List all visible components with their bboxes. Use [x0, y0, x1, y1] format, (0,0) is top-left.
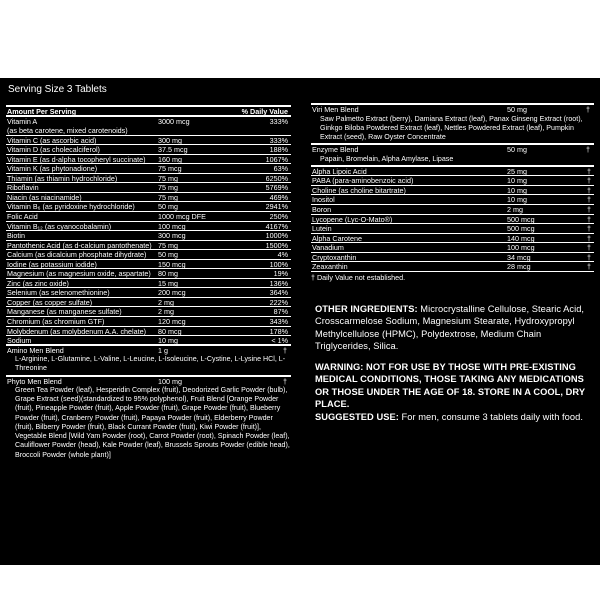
nutrient-row: [6, 164, 291, 174]
nutrient-name: Choline (as choline bitartrate): [312, 185, 406, 195]
suggested-use-label: SUGGESTED USE:: [315, 412, 399, 422]
nutrient-amount: 300 mg: [158, 135, 182, 145]
nutrient-name: Biotin: [7, 231, 25, 241]
nutrient-amount: 25 mg: [507, 166, 527, 176]
nutrient-name: Vanadium: [312, 243, 344, 253]
nutrient-name: Vitamin A: [7, 116, 38, 126]
nutrient-dv: 1000%: [265, 231, 288, 241]
phyto-blend-name: Phyto Men Blend: [7, 376, 62, 386]
nutrient-row: [311, 262, 594, 272]
phyto-blend-desc: Green Tea Powder (leaf), Hesperidin Complex (fruit), Deodorized Garlic Powder (bulb), Grape Extract (seed)(standardized to 95% polyphenol), Fruit Blend [Orange Powder (fruit), Pineapple Powder (fruit), Apple Powder (fruit), Grape Powder (fruit), Blueberry Powder (fruit), Cranberry Powder (fruit), Papaya Powder (fruit), Elderberry Powder (fruit), Bilberry Powder (fruit), Black Currant Powder (fruit), Kiwi Powder (fruit)], Vegetable Blend [Wild Yam Powder (root), Carrot Powder (root), Spinach Powder (leaf), Cauliflower Powder (head), Kale Powder (leaf), Brussels Sprouts Powder (edible head), Broccoli Powder (whole plant)]: [15, 386, 290, 459]
nutrient-name: Zinc (as zinc oxide): [7, 278, 69, 288]
nutrient-row: [6, 260, 291, 270]
nutrient-dv: †: [587, 205, 591, 214]
nutrient-dv: 343%: [269, 317, 288, 327]
nutrient-name: Iodine (as potassium iodide): [7, 259, 97, 269]
table-header: [6, 107, 291, 117]
nutrient-dv: 250%: [269, 212, 288, 222]
nutrient-amount: 10 mg: [507, 185, 527, 195]
nutrient-amount: 75 mcg: [158, 164, 182, 174]
nutrient-amount: 80 mg: [158, 269, 178, 279]
nutrient-amount: 2 mg: [158, 307, 174, 317]
nutrient-name: Vitamin B₆ (as pyridoxine hydrochloride): [7, 202, 135, 212]
nutrient-dv: †: [587, 252, 591, 262]
nutrient-row: [311, 167, 594, 177]
nutrient-row: [311, 243, 594, 253]
nutrient-dv: †: [587, 176, 591, 186]
nutrient-amount: 500 mcg: [507, 214, 535, 224]
nutrient-amount: 37.5 mcg: [158, 145, 188, 155]
nutrient-dv: †: [587, 233, 591, 243]
nutrient-amount: 150 mcg: [158, 259, 186, 269]
amount-header: Amount Per Serving: [7, 107, 77, 116]
nutrient-name: Alpha Carotene: [312, 233, 362, 243]
enzyme-blend-amount: 50 mg: [507, 145, 527, 155]
nutrient-dv: 333%: [269, 116, 288, 126]
nutrient-amount: 100 mcg: [507, 243, 535, 253]
nutrient-name: Vitamin B₁₂ (as cyanocobalamin): [7, 221, 112, 231]
nutrient-row: [311, 234, 594, 244]
virimen-blend-amount: 50 mg: [507, 105, 527, 114]
nutrient-amount: 28 mcg: [507, 262, 531, 272]
nutrient-amount: 140 mcg: [507, 233, 535, 243]
nutrient-name: Pantothenic Acid (as d-calcium pantothenate): [7, 240, 152, 250]
nutrient-amount: 160 mg: [158, 154, 182, 164]
nutrient-name: Magnesium (as magnesium oxide, aspartate): [7, 269, 151, 279]
nutrient-row: [6, 193, 291, 203]
nutrient-dv: < 1%: [271, 336, 288, 346]
virimen-blend-dagger: †: [586, 105, 590, 114]
suggested-use-text: For men, consume 3 tablets daily with food.: [401, 412, 583, 422]
nutrient-dv: †: [587, 224, 591, 234]
nutrient-name: Calcium (as dicalcium phosphate dihydrate): [7, 250, 147, 260]
nutrient-table-left: [6, 105, 291, 461]
nutrient-name: Vitamin K (as phytonadione): [7, 164, 98, 174]
nutrient-name: Molybdenum (as molybdenum A.A. chelate): [7, 326, 147, 336]
dv-footnote: † Daily Value not established.: [311, 272, 406, 282]
nutrient-row: [6, 288, 291, 298]
nutrient-name: Copper (as copper sulfate): [7, 297, 93, 307]
nutrient-table-right: [311, 103, 594, 282]
virimen-blend-name: Viri Men Blend: [312, 105, 359, 114]
nutrient-row: [6, 279, 291, 289]
amino-blend-dagger: †: [283, 345, 287, 355]
amino-blend-amount: 1 g: [158, 345, 168, 355]
phyto-blend: [6, 377, 291, 461]
nutrient-row: [311, 224, 594, 234]
amino-blend-desc: L-Arginine, L-Glutamine, L-Valine, L-Leucine, L-Isoleucine, L-Cystine, L-Lysine HCl, L-Threonine: [15, 355, 286, 373]
nutrient-amount: 300 mcg: [158, 231, 186, 241]
nutrient-dv: †: [587, 262, 591, 272]
nutrient-name: Zeaxanthin: [312, 262, 348, 272]
nutrient-name: Selenium (as selenomethionine): [7, 288, 110, 298]
nutrient-amount: 75 mg: [158, 183, 178, 193]
amino-blend-name: Amino Men Blend: [7, 345, 64, 355]
nutrient-dv: †: [587, 185, 591, 195]
nutrient-row: [311, 186, 594, 196]
nutrient-dv: †: [587, 243, 591, 253]
left-rows: [6, 117, 291, 346]
virimen-blend: [311, 105, 594, 145]
supplement-facts-panel: [0, 78, 600, 565]
nutrient-dv: 469%: [269, 192, 288, 202]
enzyme-blend: [311, 145, 594, 167]
nutrient-row: [6, 222, 291, 232]
nutrient-name: (as beta carotene, mixed carotenoids): [7, 126, 128, 136]
nutrient-amount: 75 mg: [158, 240, 178, 250]
nutrient-dv: 188%: [269, 145, 288, 155]
nutrient-amount: 100 mcg: [158, 221, 186, 231]
nutrient-dv: 6250%: [265, 173, 288, 183]
nutrient-name: Chromium (as chromium GTF): [7, 317, 105, 327]
nutrient-amount: 500 mcg: [507, 224, 535, 234]
nutrient-row: [6, 212, 291, 222]
nutrient-row: [6, 336, 291, 346]
nutrient-name: Vitamin C (as ascorbic acid): [7, 135, 97, 145]
nutrient-amount: 2 mg: [507, 205, 523, 214]
other-ingredients: [315, 303, 595, 353]
other-ingredients-label: OTHER INGREDIENTS:: [315, 304, 418, 314]
nutrient-dv: 87%: [273, 307, 288, 317]
virimen-blend-desc: Saw Palmetto Extract (berry), Damiana Extract (leaf), Panax Ginseng Extract (root), Ginkgo Biloba Powdered Extract (leaf), Nettles Powdered Extract (leaf), Pumpkin Extract (seed), Raw Oyster Concentrate: [320, 114, 583, 141]
nutrient-dv: 19%: [273, 269, 288, 279]
nutrient-name: Inositol: [312, 195, 335, 205]
nutrient-amount: 34 mcg: [507, 252, 531, 262]
nutrient-row: [6, 231, 291, 241]
nutrient-name: Cryptoxanthin: [312, 252, 357, 262]
serving-size: Serving Size 3 Tablets: [8, 84, 107, 95]
nutrient-name: Alpha Lipoic Acid: [312, 166, 367, 176]
nutrient-amount: 50 mg: [158, 250, 178, 260]
nutrient-name: Vitamin E (as d-alpha tocopheryl succinate): [7, 154, 146, 164]
dv-header: % Daily Value: [241, 107, 288, 116]
nutrient-name: Riboflavin: [7, 183, 39, 193]
nutrient-name: Niacin (as niacinamide): [7, 192, 82, 202]
nutrient-amount: 200 mcg: [158, 288, 186, 298]
nutrient-dv: †: [587, 195, 591, 205]
nutrient-name: Thiamin (as thiamin hydrochloride): [7, 173, 118, 183]
nutrient-row: [311, 205, 594, 215]
nutrient-dv: †: [587, 214, 591, 224]
nutrient-dv: 136%: [269, 278, 288, 288]
nutrient-amount: 10 mg: [158, 336, 178, 346]
nutrient-row: [6, 117, 291, 127]
nutrient-dv: 1067%: [265, 154, 288, 164]
nutrient-row: [6, 317, 291, 327]
nutrient-row: [6, 250, 291, 260]
nutrient-name: Boron: [312, 205, 332, 214]
nutrient-amount: 10 mg: [507, 176, 527, 186]
nutrient-dv: 178%: [269, 326, 288, 336]
phyto-blend-dagger: †: [283, 376, 287, 386]
phyto-blend-amount: 100 mg: [158, 376, 182, 386]
nutrient-row: [311, 215, 594, 225]
nutrient-amount: 75 mg: [158, 192, 178, 202]
suggested-use: [315, 411, 595, 423]
enzyme-blend-desc: Papain, Bromelain, Alpha Amylase, Lipase: [320, 154, 454, 163]
warning-text: WARNING: NOT FOR USE BY THOSE WITH PRE-EXISTING MEDICAL CONDITIONS, THOSE TAKING ANY MEDICATIONS OR THOSE UNDER THE AGE OF 18. STORE IN A COOL, DRY PLACE.: [315, 362, 585, 410]
nutrient-row: [6, 269, 291, 279]
nutrient-dv: 5769%: [265, 183, 288, 193]
nutrient-amount: 10 mg: [507, 195, 527, 205]
amino-blend: [6, 346, 291, 377]
nutrient-name: Manganese (as manganese sulfate): [7, 307, 122, 317]
nutrient-row: [6, 298, 291, 308]
nutrient-amount: 15 mg: [158, 278, 178, 288]
nutrient-dv: 364%: [269, 288, 288, 298]
nutrient-row: [311, 253, 594, 263]
nutrient-amount: 75 mg: [158, 173, 178, 183]
nutrient-row: [6, 327, 291, 337]
nutrient-dv: 222%: [269, 297, 288, 307]
nutrient-dv: 4%: [277, 250, 288, 260]
nutrient-amount: 3000 mcg: [158, 116, 190, 126]
nutrient-dv: 100%: [269, 259, 288, 269]
nutrient-amount: 2 mg: [158, 297, 174, 307]
nutrient-row: [6, 155, 291, 165]
enzyme-blend-dagger: †: [586, 145, 590, 155]
nutrient-row: [6, 126, 291, 136]
nutrient-name: Lycopene (Lyc-O-Mato®): [312, 214, 393, 224]
nutrient-name: Lutein: [312, 224, 332, 234]
enzyme-blend-name: Enzyme Blend: [312, 145, 359, 155]
nutrient-dv: †: [587, 166, 591, 176]
nutrient-name: Folic Acid: [7, 212, 38, 222]
right-rows: [311, 167, 594, 272]
nutrient-amount: 50 mg: [158, 202, 178, 212]
nutrient-dv: 1500%: [265, 240, 288, 250]
nutrient-row: [6, 145, 291, 155]
nutrient-amount: 80 mcg: [158, 326, 182, 336]
nutrient-row: [311, 176, 594, 186]
other-ingredients-text: Microcrystalline Cellulose, Stearic Acid, Crosscarmelose Sodium, Magnesium Stearate, Hydroxypropyl Methylcellulose (HPMC), Polydextrose, Medium Chain Triglycerides, Silica.: [315, 304, 585, 352]
nutrient-dv: 63%: [273, 164, 288, 174]
nutrient-name: Vitamin D (as cholecalciferol): [7, 145, 100, 155]
nutrient-name: Sodium: [7, 336, 32, 346]
nutrient-name: PABA (para-aminobenzoic acid): [312, 176, 414, 186]
nutrient-amount: 120 mcg: [158, 317, 186, 327]
nutrient-row: [6, 174, 291, 184]
nutrient-row: [6, 307, 291, 317]
nutrient-row: [6, 183, 291, 193]
nutrient-dv: 4167%: [265, 221, 288, 231]
nutrient-dv: 2941%: [265, 202, 288, 212]
nutrient-amount: 1000 mcg DFE: [158, 212, 206, 222]
nutrient-row: [6, 241, 291, 251]
nutrient-dv: 333%: [269, 135, 288, 145]
nutrient-row: [6, 202, 291, 212]
nutrient-row: [6, 136, 291, 146]
nutrient-row: [311, 195, 594, 205]
